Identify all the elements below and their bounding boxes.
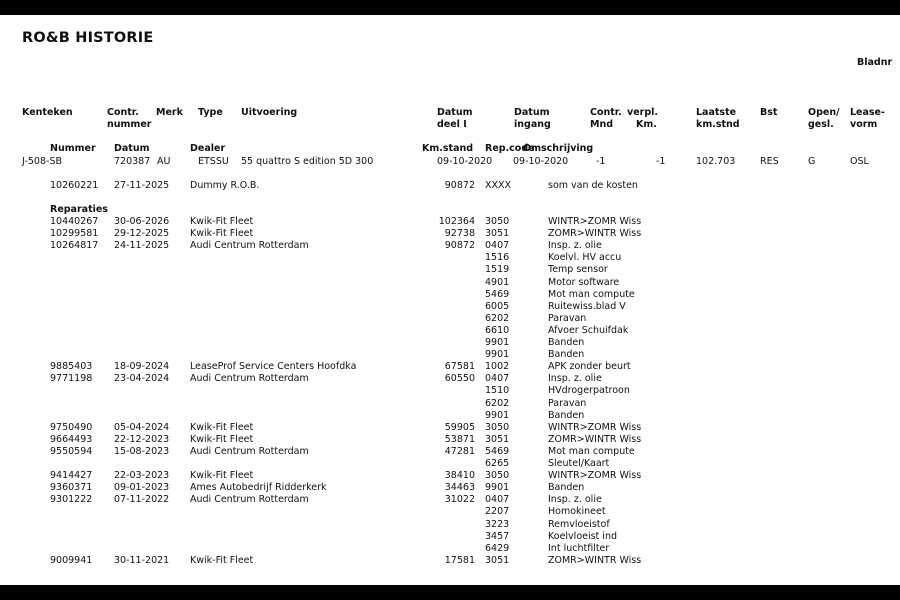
repair-dealer: Kwik-Fit Fleet xyxy=(190,422,254,433)
vehicle-contr-mnd: -1 xyxy=(596,156,606,167)
repair-datum: 05-04-2024 xyxy=(114,422,170,433)
repair-dealer: Audi Centrum Rotterdam xyxy=(190,494,309,505)
repair-omschrijving: Mot man compute xyxy=(548,446,635,457)
vehicle-kenteken: J-508-SB xyxy=(22,156,62,167)
repair-km: 53871 xyxy=(444,434,475,445)
repair-nummer: 9771198 xyxy=(50,373,93,384)
repair-omschrijving: Motor software xyxy=(548,277,620,288)
repair-dealer: Audi Centrum Rotterdam xyxy=(190,240,309,251)
repair-code: 3051 xyxy=(485,555,510,566)
repair-omschrijving: Koelvloeist ind xyxy=(548,531,617,542)
page-number-label: Bladnr xyxy=(857,57,893,68)
repair-km: 102364 xyxy=(438,216,475,227)
repair-code: 6610 xyxy=(485,325,510,336)
repair-omschrijving: WINTR>ZOMR Wiss xyxy=(548,470,642,481)
rob-code: XXXX xyxy=(485,180,512,191)
repair-code: 9901 xyxy=(485,410,510,421)
repair-code: 6202 xyxy=(485,313,510,324)
repair-km: 67581 xyxy=(444,361,475,372)
repair-dealer: Kwik-Fit Fleet xyxy=(190,555,254,566)
column-header: Mnd xyxy=(590,119,614,130)
repair-km: 59905 xyxy=(444,422,475,433)
report-page xyxy=(0,15,900,585)
vehicle-verpl-km: -1 xyxy=(656,156,666,167)
repair-nummer: 10440267 xyxy=(50,216,99,227)
repair-nummer: 10264817 xyxy=(50,240,99,251)
repair-dealer: Kwik-Fit Fleet xyxy=(190,470,254,481)
repair-km: 92738 xyxy=(444,228,475,239)
repair-code: 3050 xyxy=(485,422,510,433)
vehicle-datum-deel1: 09-10-2020 xyxy=(437,156,493,167)
repair-code: 1002 xyxy=(485,361,510,372)
column-header: Contr. xyxy=(590,107,622,118)
repair-code: 3051 xyxy=(485,228,510,239)
column-header: Datum xyxy=(114,143,150,154)
repair-dealer: Audi Centrum Rotterdam xyxy=(190,446,309,457)
section-reparaties: Reparaties xyxy=(50,204,108,215)
repair-nummer: 10299581 xyxy=(50,228,99,239)
column-header: Omschrijving xyxy=(523,143,594,154)
vehicle-uitvoering: 55 quattro S edition 5D 300 xyxy=(241,156,374,167)
column-header: Km. xyxy=(636,119,657,130)
column-header: Open/ xyxy=(808,107,840,118)
repair-datum: 23-04-2024 xyxy=(114,373,170,384)
repair-nummer: 9360371 xyxy=(50,482,93,493)
repair-code: 3050 xyxy=(485,470,510,481)
repair-code: 6005 xyxy=(485,301,510,312)
repair-dealer: Ames Autobedrijf Ridderkerk xyxy=(190,482,327,493)
repair-code: 9901 xyxy=(485,349,510,360)
column-header: gesl. xyxy=(808,119,834,130)
repair-nummer: 9414427 xyxy=(50,470,93,481)
column-header: deel I xyxy=(437,119,467,130)
repair-datum: 18-09-2024 xyxy=(114,361,170,372)
repair-omschrijving: WINTR>ZOMR Wiss xyxy=(548,422,642,433)
column-header: Rep.code xyxy=(485,143,535,154)
repair-datum: 30-11-2021 xyxy=(114,555,170,566)
column-header: Contr. xyxy=(107,107,139,118)
repair-nummer: 9885403 xyxy=(50,361,93,372)
repair-omschrijving: APK zonder beurt xyxy=(548,361,631,372)
column-header: Km.stand xyxy=(422,143,474,154)
repair-omschrijving: Banden xyxy=(548,482,585,493)
column-header: Lease- xyxy=(850,107,885,118)
column-header: Type xyxy=(198,107,223,118)
repair-km: 38410 xyxy=(444,470,475,481)
column-header: verpl. xyxy=(627,107,658,118)
repair-omschrijving: Banden xyxy=(548,349,585,360)
repair-omschrijving: Sleutel/Kaart xyxy=(548,458,610,469)
repair-code: 9901 xyxy=(485,482,510,493)
rob-omschrijving: som van de kosten xyxy=(548,180,638,191)
repair-omschrijving: Banden xyxy=(548,337,585,348)
repair-omschrijving: Homokineet xyxy=(548,506,606,517)
repair-km: 17581 xyxy=(444,555,475,566)
repair-nummer: 9664493 xyxy=(50,434,93,445)
vehicle-datum-ingang: 09-10-2020 xyxy=(513,156,569,167)
repair-omschrijving: Insp. z. olie xyxy=(548,240,602,251)
column-header: Datum xyxy=(514,107,550,118)
repair-omschrijving: ZOMR>WINTR Wiss xyxy=(548,228,642,239)
repair-dealer: Kwik-Fit Fleet xyxy=(190,434,254,445)
repair-code: 0407 xyxy=(485,494,510,505)
repair-omschrijving: Mot man compute xyxy=(548,289,635,300)
repair-omschrijving: ZOMR>WINTR Wiss xyxy=(548,434,642,445)
repair-code: 1516 xyxy=(485,252,510,263)
repair-code: 3051 xyxy=(485,434,510,445)
vehicle-bst: RES xyxy=(760,156,779,167)
repair-omschrijving: Afvoer Schuifdak xyxy=(548,325,629,336)
column-header: km.stnd xyxy=(696,119,740,130)
repair-datum: 30-06-2026 xyxy=(114,216,170,227)
column-header: Merk xyxy=(156,107,183,118)
vehicle-contract: 720387 xyxy=(114,156,151,167)
repair-dealer: LeaseProf Service Centers Hoofdka xyxy=(190,361,357,372)
repair-omschrijving: HVdrogerpatroon xyxy=(548,385,630,396)
repair-code: 3223 xyxy=(485,519,510,530)
column-header: vorm xyxy=(850,119,878,130)
repair-omschrijving: Paravan xyxy=(548,313,587,324)
repair-datum: 09-01-2023 xyxy=(114,482,170,493)
repair-km: 47281 xyxy=(444,446,475,457)
repair-omschrijving: Paravan xyxy=(548,398,587,409)
rob-datum: 27-11-2025 xyxy=(114,180,170,191)
repair-omschrijving: Insp. z. olie xyxy=(548,494,602,505)
repair-nummer: 9550594 xyxy=(50,446,93,457)
repair-code: 9901 xyxy=(485,337,510,348)
vehicle-laatste-km: 102.703 xyxy=(696,156,736,167)
vehicle-open-gesl: G xyxy=(808,156,816,167)
repair-nummer: 9301222 xyxy=(50,494,93,505)
column-header: Laatste xyxy=(696,107,737,118)
repair-code: 4901 xyxy=(485,277,510,288)
column-header: Datum xyxy=(437,107,473,118)
repair-omschrijving: Insp. z. olie xyxy=(548,373,602,384)
vehicle-lease-vorm: OSL xyxy=(850,156,869,167)
column-header: ingang xyxy=(514,119,551,130)
column-header: Nummer xyxy=(50,143,96,154)
repair-dealer: Kwik-Fit Fleet xyxy=(190,216,254,227)
repair-datum: 15-08-2023 xyxy=(114,446,170,457)
repair-datum: 22-03-2023 xyxy=(114,470,170,481)
vehicle-type: ETSSU xyxy=(198,156,229,167)
repair-omschrijving: WINTR>ZOMR Wiss xyxy=(548,216,642,227)
repair-code: 1510 xyxy=(485,385,510,396)
rob-nummer: 10260221 xyxy=(50,180,99,191)
repair-code: 6202 xyxy=(485,398,510,409)
column-header: Dealer xyxy=(190,143,226,154)
repair-code: 5469 xyxy=(485,289,510,300)
repair-datum: 29-12-2025 xyxy=(114,228,170,239)
column-header: Kenteken xyxy=(22,107,73,118)
repair-code: 0407 xyxy=(485,240,510,251)
rob-dealer: Dummy R.O.B. xyxy=(190,180,260,191)
repair-code: 3050 xyxy=(485,216,510,227)
repair-km: 34463 xyxy=(444,482,475,493)
rob-km: 90872 xyxy=(444,180,475,191)
repair-dealer: Kwik-Fit Fleet xyxy=(190,228,254,239)
column-header: Bst xyxy=(760,107,778,118)
repair-omschrijving: Temp sensor xyxy=(548,264,608,275)
repair-datum: 22-12-2023 xyxy=(114,434,170,445)
repair-omschrijving: ZOMR>WINTR Wiss xyxy=(548,555,642,566)
repair-omschrijving: Banden xyxy=(548,410,585,421)
repair-code: 2207 xyxy=(485,506,510,517)
repair-omschrijving: Ruitewiss.blad V xyxy=(548,301,626,312)
repair-nummer: 9009941 xyxy=(50,555,93,566)
column-header: nummer xyxy=(107,119,152,130)
repair-omschrijving: Remvloeistof xyxy=(548,519,610,530)
repair-omschrijving: Int luchtfilter xyxy=(548,543,610,554)
vehicle-merk: AU xyxy=(157,156,171,167)
repair-km: 31022 xyxy=(444,494,475,505)
repair-code: 0407 xyxy=(485,373,510,384)
repair-omschrijving: Koelvl. HV accu xyxy=(548,252,622,263)
repair-code: 5469 xyxy=(485,446,510,457)
repair-datum: 07-11-2022 xyxy=(114,494,170,505)
repair-code: 3457 xyxy=(485,531,510,542)
column-header: Uitvoering xyxy=(241,107,298,118)
report-title: RO&B HISTORIE xyxy=(22,30,154,46)
repair-code: 6265 xyxy=(485,458,510,469)
repair-code: 6429 xyxy=(485,543,510,554)
repair-datum: 24-11-2025 xyxy=(114,240,170,251)
repair-km: 60550 xyxy=(444,373,475,384)
repair-dealer: Audi Centrum Rotterdam xyxy=(190,373,309,384)
repair-code: 1519 xyxy=(485,264,510,275)
repair-nummer: 9750490 xyxy=(50,422,93,433)
repair-km: 90872 xyxy=(444,240,475,251)
